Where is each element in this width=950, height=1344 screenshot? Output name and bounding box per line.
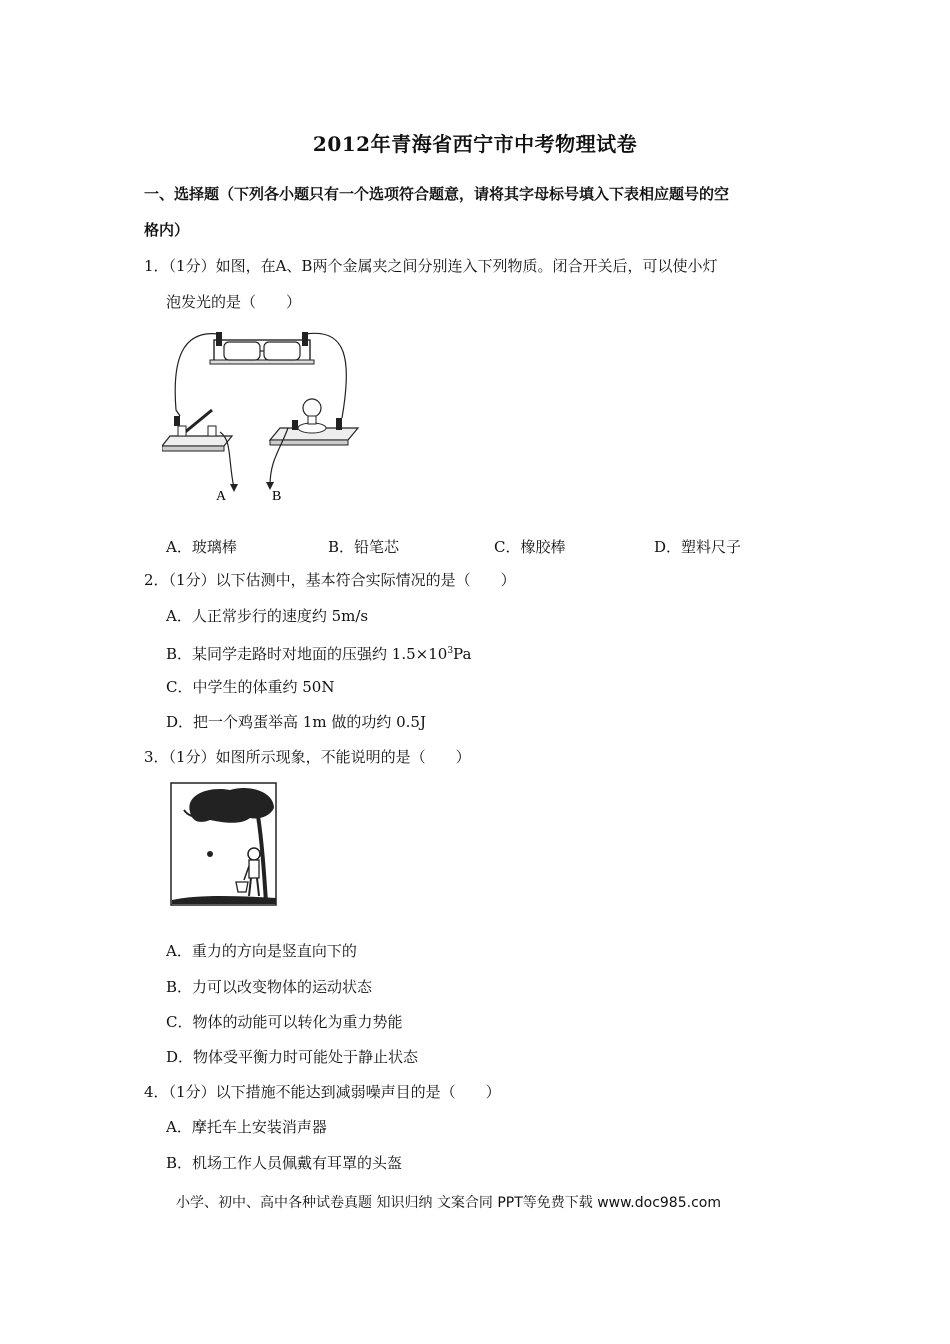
question-3-option-d[interactable]: D．物体受平衡力时可能处于静止状态 bbox=[166, 1048, 419, 1066]
figure-label-a: A bbox=[216, 489, 227, 504]
question-2-option-a[interactable]: A．人正常步行的速度约 5m/s bbox=[166, 607, 369, 625]
question-1-option-a[interactable]: A．玻璃棒 bbox=[166, 538, 237, 556]
figure-label-b: B bbox=[272, 489, 282, 504]
question-4-option-b[interactable]: B．机场工作人员佩戴有耳罩的头盔 bbox=[166, 1154, 403, 1172]
question-2-stem: 2．（1分）以下估测中，基本符合实际情况的是（ ） bbox=[144, 571, 516, 589]
question-3-stem: 3．（1分）如图所示现象，不能说明的是（ ） bbox=[144, 748, 471, 766]
question-4-option-a[interactable]: A．摩托车上安装消声器 bbox=[166, 1118, 327, 1136]
section-heading-line2: 格内） bbox=[144, 221, 190, 239]
question-3-option-b[interactable]: B．力可以改变物体的运动状态 bbox=[166, 978, 373, 996]
section-heading-line1: 一、选择题（下列各小题只有一个选项符合题意，请将其字母标号填入下表相应题号的空 bbox=[144, 185, 730, 203]
footer-ad-text[interactable]: 小学、初中、高中各种试卷真题 知识归纳 文案合同 PPT等免费下载 www.doc985.com bbox=[176, 1195, 721, 1211]
question-2-option-b[interactable] bbox=[166, 641, 471, 664]
question-1-stem-line1: 1．（1分）如图，在A、B两个金属夹之间分别连入下列物质。闭合开关后，可以使小灯 bbox=[144, 257, 718, 275]
question-1-option-c[interactable]: C．橡胶棒 bbox=[494, 538, 566, 556]
question-2-option-b-exponent: 3 bbox=[447, 646, 454, 656]
tree-apple-figure bbox=[170, 782, 278, 908]
question-2-option-d[interactable]: D．把一个鸡蛋举高 1m 做的功约 0.5J bbox=[166, 713, 426, 731]
circuit-figure bbox=[162, 320, 372, 510]
question-3-option-a[interactable]: A．重力的方向是竖直向下的 bbox=[166, 942, 357, 960]
question-4-stem: 4．（1分）以下措施不能达到减弱噪声目的是（ ） bbox=[144, 1083, 501, 1101]
question-1-stem-line2: 泡发光的是（ ） bbox=[166, 293, 302, 311]
question-3-option-c[interactable]: C．物体的动能可以转化为重力势能 bbox=[166, 1013, 403, 1031]
question-2-option-b-text: B．某同学走路时对地面的压强约 1.5×10 bbox=[166, 645, 448, 663]
question-2-option-c[interactable]: C．中学生的体重约 50N bbox=[166, 678, 335, 696]
question-2-option-b-unit: Pa bbox=[453, 645, 472, 663]
page-title: 2012年青海省西宁市中考物理试卷 bbox=[312, 132, 638, 156]
question-1-option-d[interactable]: D．塑料尺子 bbox=[654, 538, 742, 556]
question-1-option-b[interactable]: B．铅笔芯 bbox=[328, 538, 400, 556]
